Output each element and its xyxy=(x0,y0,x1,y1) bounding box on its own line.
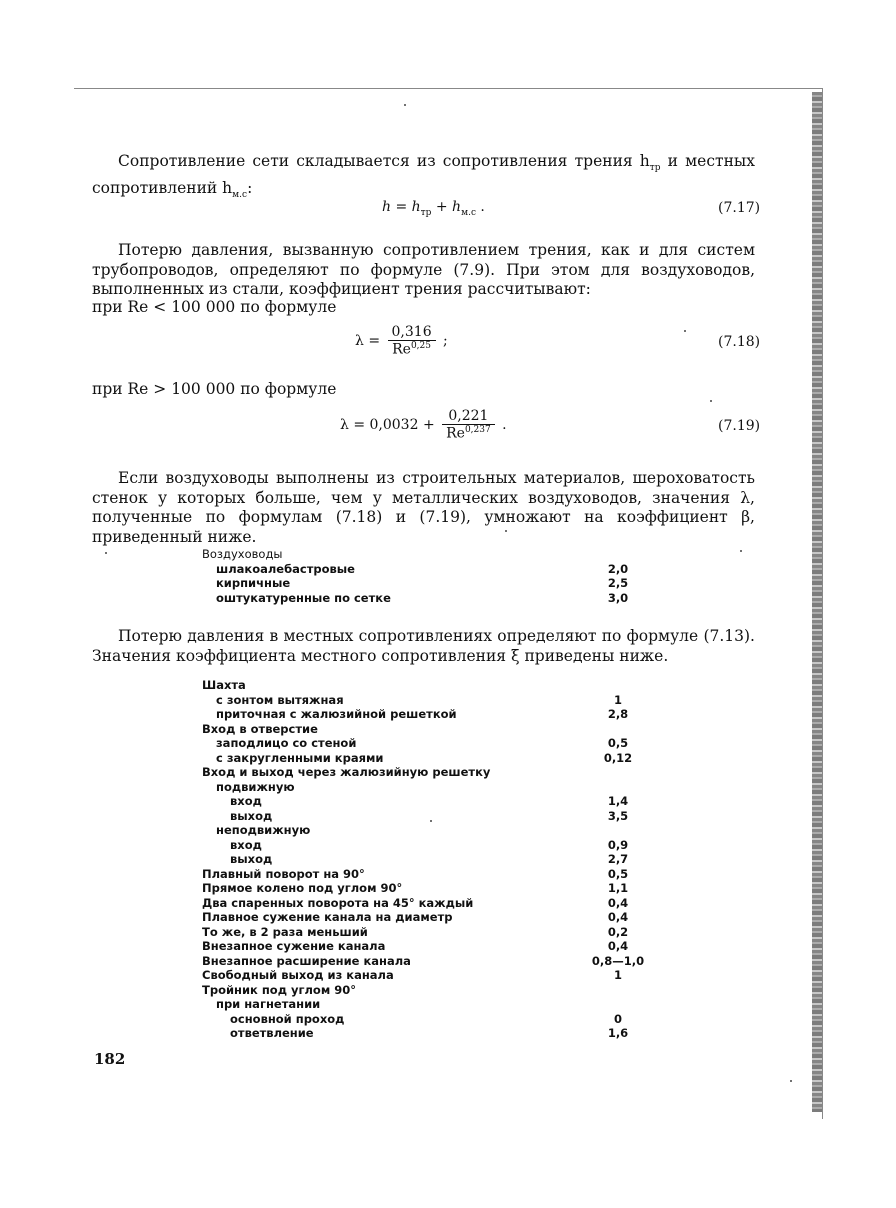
row-label: вход xyxy=(230,794,262,808)
condition-re-less xyxy=(92,298,755,318)
row-value: 0,4 xyxy=(607,939,629,953)
formula-number: (7.17) xyxy=(718,200,761,216)
table-row xyxy=(202,693,662,708)
row-label: кирпичные xyxy=(216,576,291,590)
table-row xyxy=(202,751,662,766)
row-label: Внезапное расширение канала xyxy=(202,953,411,968)
row-value: 2,7 xyxy=(607,852,629,866)
row-value: 2,8 xyxy=(607,707,629,721)
condition-re-greater xyxy=(92,380,755,400)
formula-7-17: $h = h_{тр} + h_{м.с}$ . xyxy=(382,199,485,218)
table-row xyxy=(202,983,662,998)
table-header: Воздуховоды xyxy=(202,547,283,561)
row-value: 0,5 xyxy=(607,866,629,881)
row-label: Два спаренных поворота на 45° каждый xyxy=(202,895,474,910)
row-label: Тройник под углом 90° xyxy=(202,982,356,997)
table-row xyxy=(202,707,662,722)
table-row xyxy=(202,562,662,577)
row-value: 0,12 xyxy=(603,750,633,765)
paragraph-local-loss xyxy=(92,627,755,666)
table-row xyxy=(202,1026,662,1041)
row-value: 0,9 xyxy=(607,837,629,852)
row-label: Прямое колено под углом 90° xyxy=(202,881,403,895)
table-row xyxy=(202,867,662,882)
row-value: 0,8—1,0 xyxy=(591,953,645,968)
table-row xyxy=(202,852,662,867)
formula-number: (7.19) xyxy=(718,418,761,434)
row-label: с закругленными краями xyxy=(216,750,384,765)
table-row xyxy=(202,591,662,606)
row-label: шлакоалебастровые xyxy=(216,561,355,576)
xi-table xyxy=(202,678,662,1041)
table-row xyxy=(202,823,662,838)
table-row xyxy=(202,997,662,1012)
row-value: 1,1 xyxy=(607,881,629,895)
page-number: 182 xyxy=(94,1050,126,1068)
row-label: выход xyxy=(230,852,273,866)
table-row xyxy=(202,838,662,853)
formula-7-19: λ = 0,0032 + $\frac{0,221}{Re^{0,237}}$ . xyxy=(340,408,507,442)
row-value: 0,2 xyxy=(607,924,629,939)
table-row xyxy=(202,765,662,780)
condition-text: при Re < 100 000 по формуле xyxy=(92,298,337,316)
row-value: 0,4 xyxy=(607,895,629,910)
row-value: 0,5 xyxy=(607,736,629,750)
table-row xyxy=(202,722,662,737)
row-label: Вход и выход через жалюзийную решетку xyxy=(202,765,491,779)
row-label: неподвижную xyxy=(216,823,311,837)
table-row xyxy=(202,576,662,591)
row-value: 1,6 xyxy=(607,1026,629,1040)
row-label: оштукатуренные по сетке xyxy=(216,590,391,605)
fraction: $\frac{0,316}{Re^{0,25}}$ xyxy=(388,324,436,358)
row-value: 2,5 xyxy=(607,576,629,590)
row-value: 3,0 xyxy=(607,590,629,605)
row-label: То же, в 2 раза меньший xyxy=(202,924,368,939)
table-row xyxy=(202,954,662,969)
table-row xyxy=(202,968,662,983)
row-label: Вход в отверстие xyxy=(202,721,318,736)
table-row xyxy=(202,910,662,925)
table-row xyxy=(202,809,662,824)
fraction: $\frac{0,221}{Re^{0,237}}$ xyxy=(442,408,495,442)
row-label: подвижную xyxy=(216,779,295,794)
paragraph-network-resistance xyxy=(92,152,755,205)
paragraph-text: Потерю давления, вызванную сопротивлением трения, как и для систем трубопроводов, определяют по формуле (7.9). При этом для воздуховодов, выполненных из стали, коэффициент трения рассчитывают: xyxy=(92,241,755,298)
row-label: Плавный поворот на 90° xyxy=(202,866,365,881)
row-label: ответвление xyxy=(230,1026,314,1040)
row-label: при нагнетании xyxy=(216,997,321,1011)
row-label: основной проход xyxy=(230,1011,345,1026)
table-row xyxy=(202,881,662,896)
formula-number: (7.18) xyxy=(718,334,761,350)
row-value: 1 xyxy=(613,968,622,982)
table-row xyxy=(202,780,662,795)
row-label: заподлицо со стеной xyxy=(216,736,357,750)
row-label: Внезапное сужение канала xyxy=(202,939,386,953)
paragraph-text: Сопротивление сети складывается из сопротивления трения $h_{тр}$ и местных сопротивлений $h_{м.с}$: xyxy=(92,152,755,200)
row-label: с зонтом вытяжная xyxy=(216,692,344,707)
row-label: вход xyxy=(230,837,262,852)
row-label: приточная с жалюзийной решеткой xyxy=(216,707,457,721)
table-row xyxy=(202,736,662,751)
row-value: 3,5 xyxy=(607,808,629,823)
paragraph-text: Если воздуховоды выполнены из строительных материалов, шероховатость стенок у которых больше, чем у металлических воздуховодов, значения λ, полученные по формулам (7.18) и (7.19), умножают на коэффициент β, приведенный ниже. xyxy=(92,469,755,546)
row-label: выход xyxy=(230,808,273,823)
row-value: 0,4 xyxy=(607,910,629,924)
table-row xyxy=(202,678,662,693)
row-value: 1,4 xyxy=(607,794,629,808)
table-row xyxy=(202,939,662,954)
scan-edge xyxy=(812,92,822,1112)
row-label: Плавное сужение канала на диаметр xyxy=(202,910,453,924)
row-value: 0 xyxy=(613,1011,622,1026)
row-value: 2,0 xyxy=(607,561,629,576)
formula-7-18: λ = $\frac{0,316}{Re^{0,25}}$ ; xyxy=(355,324,448,358)
table-row xyxy=(202,1012,662,1027)
beta-table xyxy=(202,547,662,605)
table-row xyxy=(202,794,662,809)
paragraph-friction-loss xyxy=(92,241,755,300)
table-row xyxy=(202,925,662,940)
condition-text: при Re > 100 000 по формуле xyxy=(92,380,337,398)
paragraph-roughness xyxy=(92,469,755,547)
row-label: Свободный выход из канала xyxy=(202,968,394,982)
paragraph-text: Потерю давления в местных сопротивлениях определяют по формуле (7.13). Значения коэффициента местного сопротивления ξ приведены ниже. xyxy=(92,627,755,665)
row-value: 1 xyxy=(613,692,622,707)
row-label: Шахта xyxy=(202,678,246,692)
table-row xyxy=(202,896,662,911)
